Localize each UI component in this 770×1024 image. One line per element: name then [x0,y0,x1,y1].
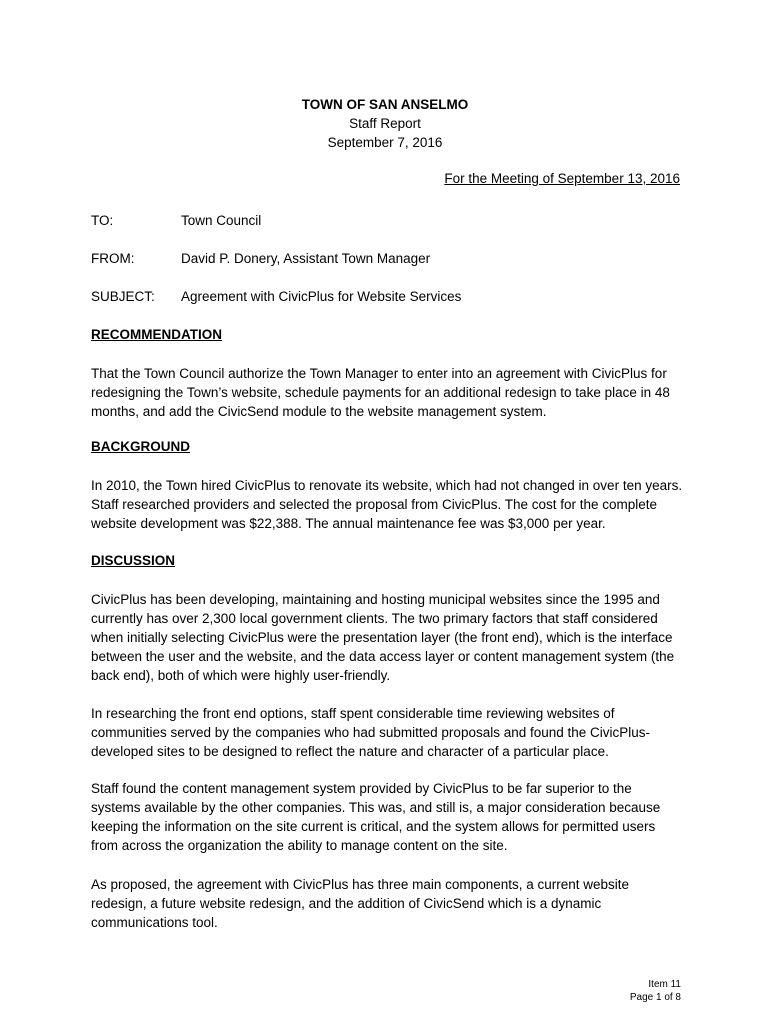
discussion-paragraph-1: CivicPlus has been developing, maintaining and hosting municipal websites since the 1995 and currently has over 2,300 local government clients. The two primary factors that staff considered when initially selecting CivicPlus were the presentation layer (the front end), which is the interface between the user and the website, and the data access layer or content management system (the back end), both of which were highly user-friendly. [91,592,675,683]
report-date: September 7, 2016 [327,135,443,150]
memo-to-value: Town Council [181,213,262,228]
discussion-paragraph-2: In researching the front end options, staff spent considerable time reviewing websites of communities served by the companies who had submitted proposals and found the CivicPlus-developed sites to be designed to reflect the nature and character of a particular place. [91,706,651,759]
memo-from-value: David P. Donery, Assistant Town Manager [181,251,431,266]
memo-to-label: TO: [91,213,114,228]
memo-subject-row [91,289,461,304]
item-number: Item 11 [648,979,681,990]
discussion-paragraph-4: As proposed, the agreement with CivicPlus has three main components, a current website redesign, a future website redesign, and the addition of CivicSend which is a dynamic communications tool. [91,877,630,930]
discussion-heading: DISCUSSION [91,553,176,568]
discussion-paragraph-3: Staff found the content management system provided by CivicPlus to be far superior to the systems available by the other companies. This was, and still is, a major consideration because keeping the information on the site current is critical, and the system allows for permitted users from across the organization the ability to manage content on the site. [91,781,661,853]
recommendation-paragraph: That the Town Council authorize the Town Manager to enter into an agreement with CivicPlus for redesigning the Town’s website, schedule payments for an additional redesign to take place in 48 months, and add the CivicSend module to the website management system. [91,366,670,419]
memo-subject-value: Agreement with CivicPlus for Website Services [181,289,462,304]
report-type: Staff Report [349,116,421,131]
memo-subject-label: SUBJECT: [91,289,155,304]
memo-from-row [91,251,430,266]
recommendation-heading: RECOMMENDATION [91,327,222,342]
meeting-date-line: For the Meeting of September 13, 2016 [444,171,680,186]
page-number: Page 1 of 8 [629,992,681,1003]
memo-to-row [91,213,261,228]
background-heading: BACKGROUND [91,439,190,454]
town-name: TOWN OF SAN ANSELMO [301,97,469,112]
memo-from-label: FROM: [91,251,135,266]
page-footer [630,978,681,1004]
background-paragraph: In 2010, the Town hired CivicPlus to renovate its website, which had not changed in over ten years. Staff researched providers and selected the proposal from CivicPlus. The cost for the complete website development was $22,388. The annual maintenance fee was $3,000 per year. [91,478,683,531]
report-header [0,95,770,152]
